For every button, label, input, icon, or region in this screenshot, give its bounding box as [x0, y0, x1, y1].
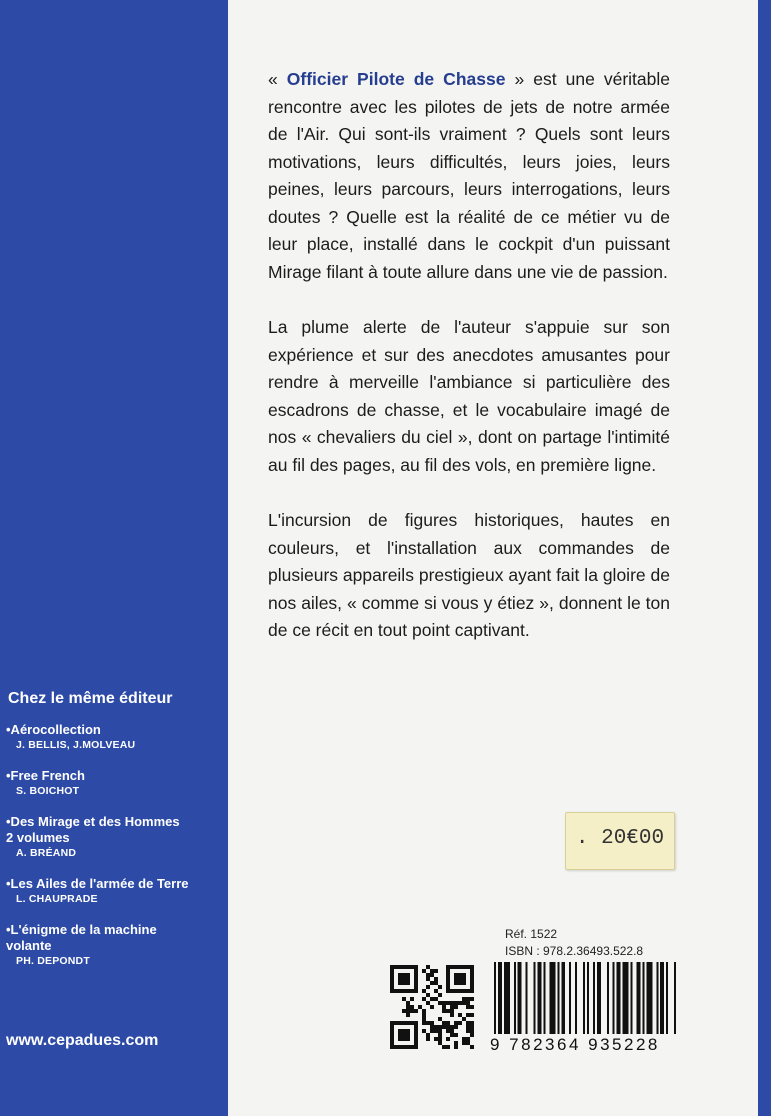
book-title: •Les Ailes de l'armée de Terre — [6, 876, 189, 891]
isbn-number: ISBN : 978.2.36493.522.8 — [505, 944, 644, 958]
book-title: •Aérocollection — [6, 722, 101, 737]
reference-number: Réf. 1522 — [505, 927, 558, 941]
book-title: •Free French — [6, 768, 85, 783]
qr-code-icon — [390, 965, 474, 1049]
book-author: A. BRÉAND — [16, 847, 77, 859]
back-cover-text — [268, 66, 670, 673]
sidebar-panel — [0, 0, 228, 1116]
paragraph-history: L'incursion de figures historiques, hautes en couleurs, et l'installation aux commandes de plusieurs appareils prestigieux ayant fait la gloire de nos ailes, « comme si vous y étiez », donnent le ton de ce récit en tout point captivant. — [268, 510, 670, 640]
book-title: •L'énigme de la machine volante — [6, 922, 157, 953]
reference-block — [505, 926, 643, 960]
book-title: •Des Mirage et des Hommes 2 volumes — [6, 814, 180, 845]
book-item — [6, 814, 226, 860]
book-item — [6, 722, 226, 752]
barcode-icon — [494, 962, 682, 1034]
book-item — [6, 768, 226, 798]
book-item — [6, 922, 226, 968]
paragraph-text: » est une véritable rencontre avec les pilotes de jets de notre armée de l'Air. Qui sont-ils vraiment ? Quels sont leurs motivations, leurs difficultés, leurs joies, leurs peines, leurs parcours, leurs interrogations, leurs doutes ? Quelle est la réalité de ce métier vu de leur place, installé dans le cockpit d'un puissant Mirage filant à toute allure dans une vie de passion. — [268, 69, 670, 282]
barcode-number: 9 782364 935228 — [490, 1035, 660, 1054]
book-author: PH. DEPONDT — [16, 955, 90, 967]
book-item — [6, 876, 226, 906]
price-label: . 20€00 — [575, 827, 665, 850]
book-author: J. BELLIS, J.MOLVEAU — [16, 739, 136, 751]
paragraph-author: La plume alerte de l'auteur s'appuie sur son expérience et sur des anecdotes amusantes pour rendre à merveille l'ambiance si particulière des escadrons de chasse, et le vocabulaire imagé de nos « chevaliers du ciel », dont on partage l'intimité au fil des pages, au fil des vols, en première ligne. — [268, 317, 670, 475]
quote-open: « — [268, 69, 287, 89]
sidebar-heading: Chez le même éditeur — [8, 690, 173, 707]
paragraph-intro — [268, 66, 670, 286]
price-sticker — [565, 812, 675, 870]
right-edge-band — [758, 0, 771, 1116]
book-list — [6, 722, 226, 984]
book-title-highlight: Officier Pilote de Chasse — [286, 69, 506, 89]
book-author: L. CHAUPRADE — [16, 893, 98, 905]
publisher-website[interactable]: www.cepadues.com — [6, 1032, 159, 1049]
book-author: S. BOICHOT — [16, 785, 80, 797]
